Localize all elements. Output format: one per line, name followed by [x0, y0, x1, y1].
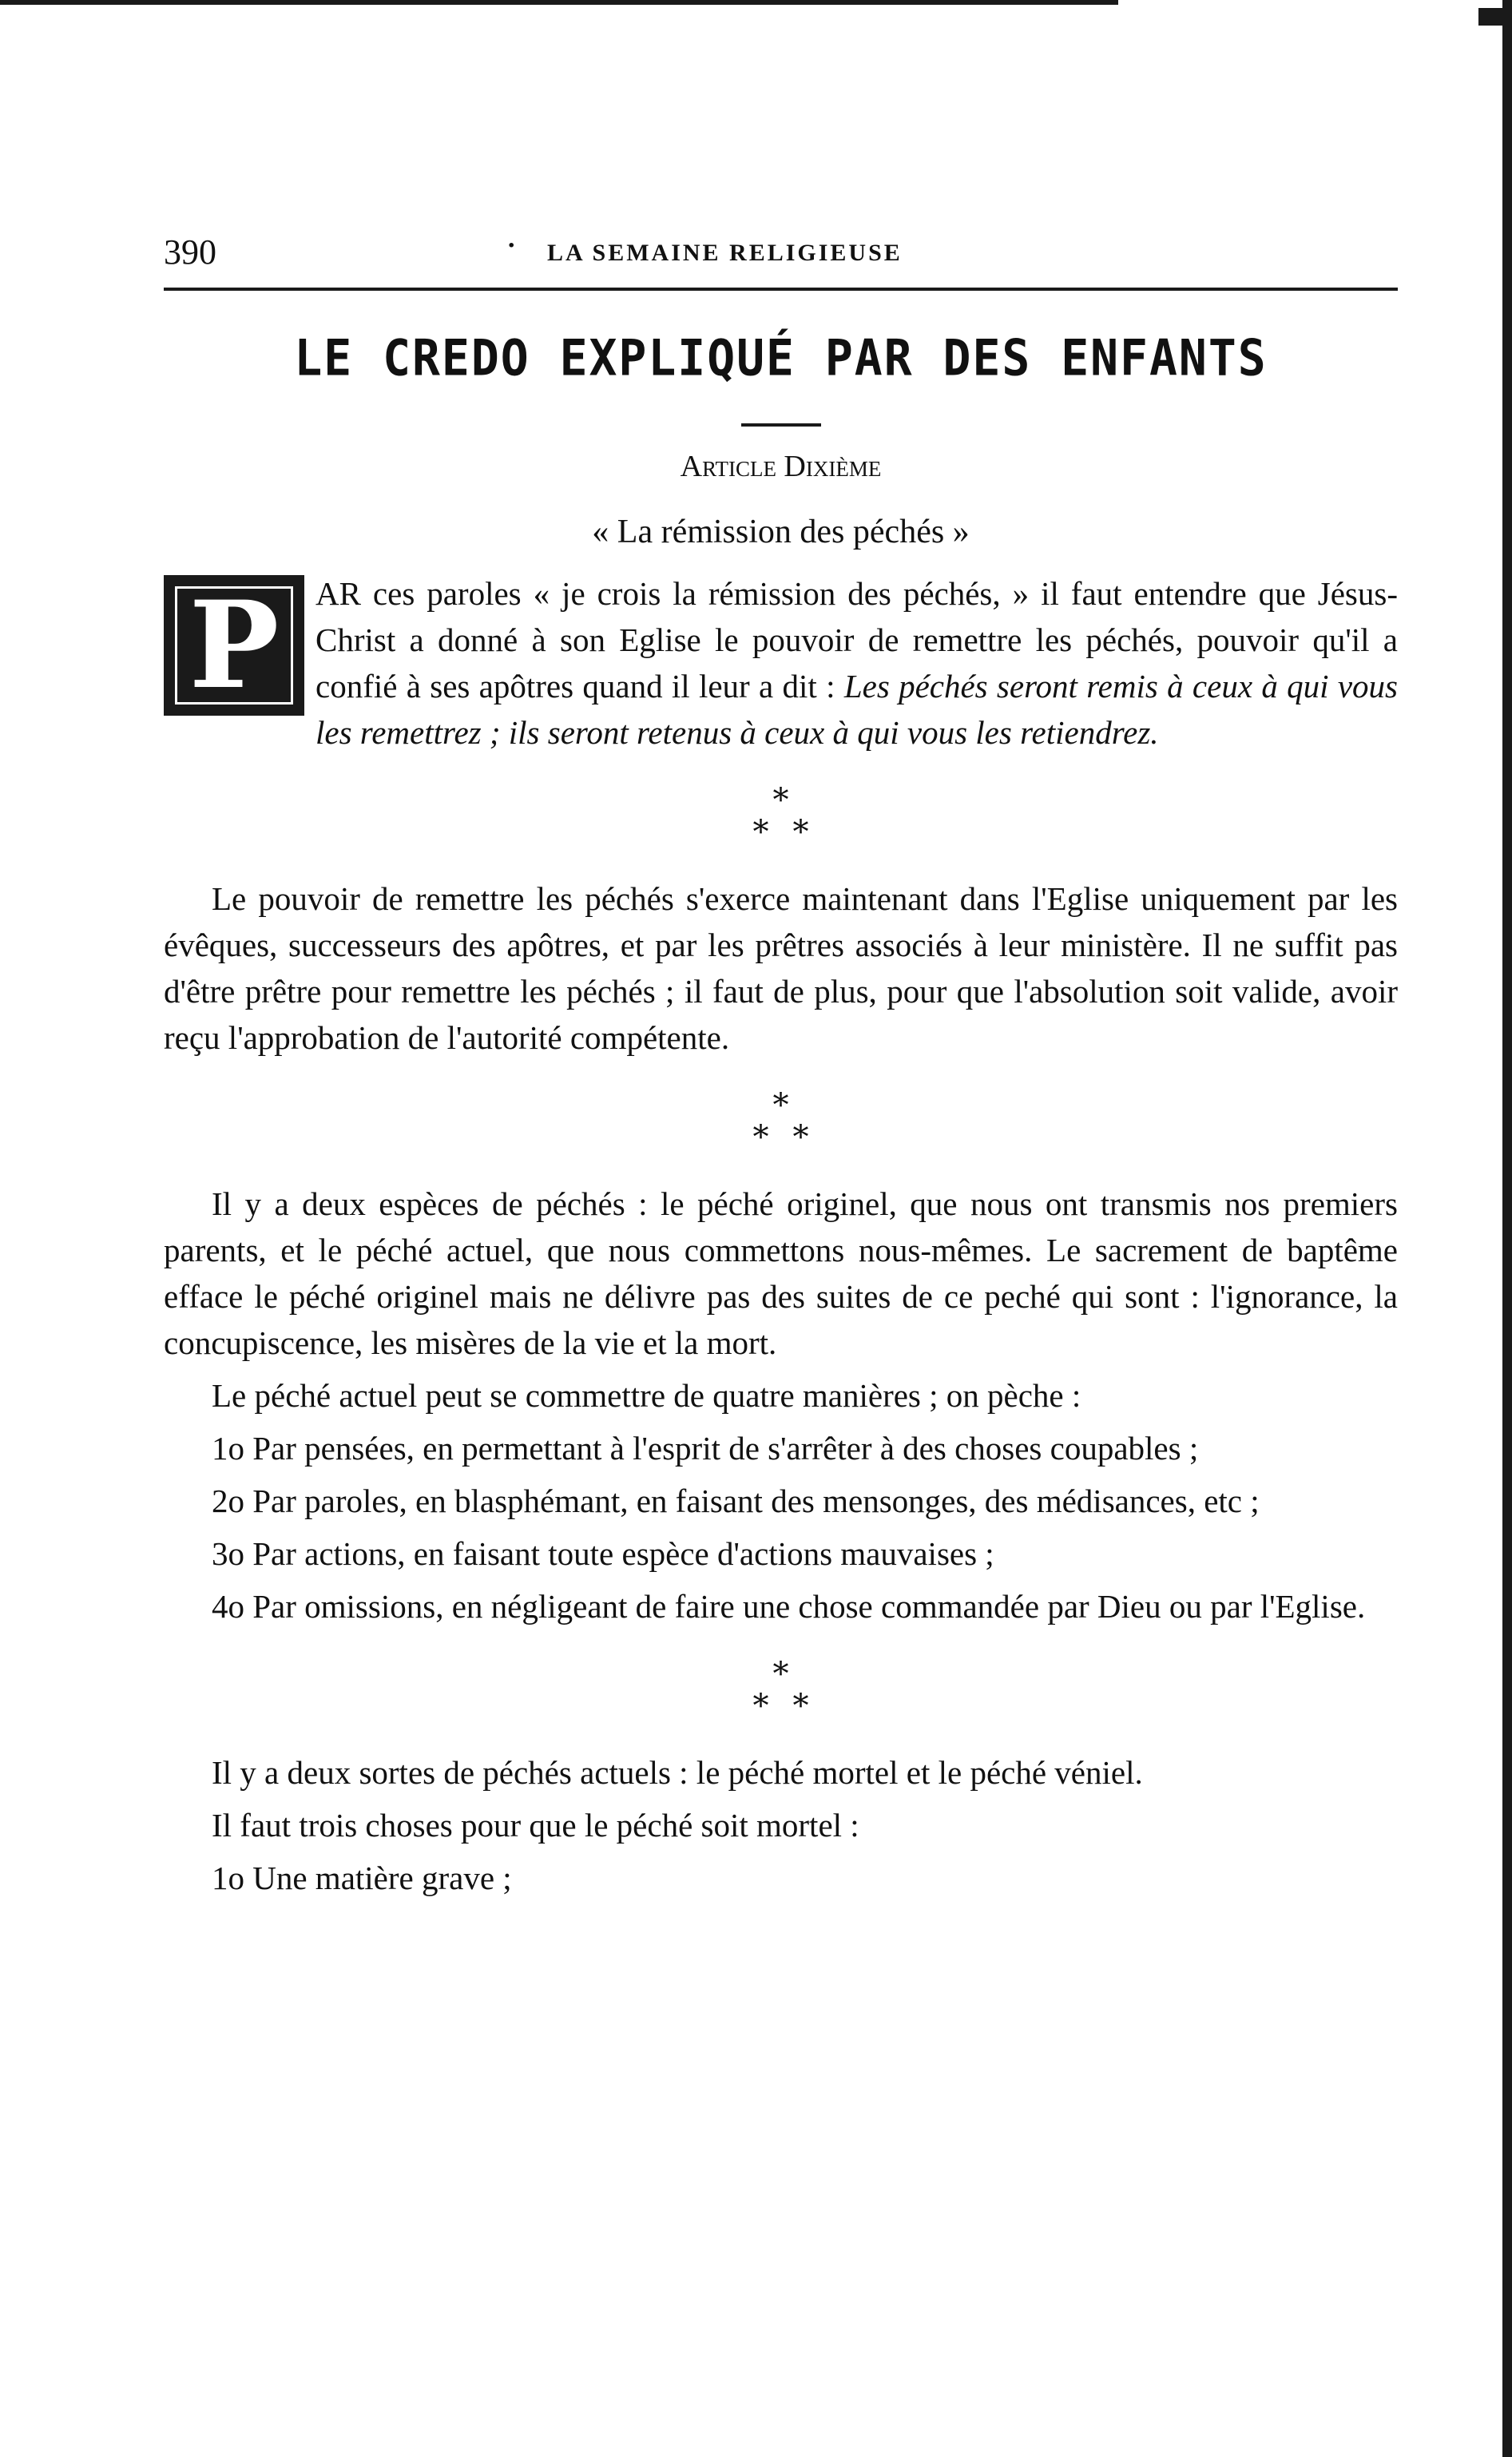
paragraph-three-conditions: Il faut trois choses pour que le péché soit mortel :: [212, 1807, 859, 1844]
way-item: 4o Par omissions, en négligeant de faire une chose commandée par Dieu ou par l'Eglise.: [212, 1588, 1366, 1625]
way-item: 2o Par paroles, en blasphémant, en faisant des mensonges, des médisances, etc ;: [212, 1483, 1260, 1519]
paragraph-sorts: Il y a deux sortes de péchés actuels : le péché mortel et le péché véniel.: [212, 1754, 1143, 1791]
ornamental-dropcap: [164, 575, 304, 716]
intro-paragraph-block: [164, 570, 1398, 756]
asterism-2: * **: [752, 1087, 833, 1156]
section-title: « La rémission des péchés »: [592, 514, 970, 550]
intro-text: AR ces paroles « je crois la rémission des péchés, » il faut entendre que Jésus-Christ a donné à son Eglise le pouvoir de remettre les péchés, pouvoir qu'il a confié à ses apôtres quand il leur a dit :: [315, 575, 1398, 705]
journal-title: LA SEMAINE RELIGIEUSE: [547, 240, 903, 266]
article-title: LE CREDO EXPLIQUÉ PAR DES ENFANTS: [294, 328, 1268, 387]
page-binding-edge: [1502, 0, 1512, 2457]
title-rule: [741, 423, 821, 427]
running-head: [164, 232, 1398, 291]
paragraph-kinds: Il y a deux espèces de péchés : le péché originel, que nous ont transmis nos premiers parents, et le péché actuel, que nous commettons nous-mêmes. Le sacrement de baptême efface le péché originel mais ne délivre pas des suites de ce peché qui sont : l'ignorance, la concupiscence, les misères de la vie et la mort.: [164, 1185, 1398, 1361]
page-number: 390: [164, 232, 216, 272]
page: [164, 232, 1398, 1901]
page-binding-notch: [1478, 8, 1502, 26]
asterism-3: * **: [752, 1656, 833, 1725]
asterism-1: * **: [752, 782, 833, 851]
paragraph-first-condition: 1o Une matière grave ;: [212, 1860, 512, 1896]
way-item: 3o Par actions, en faisant toute espèce d'actions mauvaises ;: [212, 1535, 994, 1572]
dropcap-letter: P: [175, 586, 293, 705]
article-subheading: Article Dixième: [680, 450, 882, 483]
intro-paragraph: [164, 570, 1398, 756]
top-edge-rule: [0, 0, 1118, 5]
paragraph-ways-intro: Le péché actuel peut se commettre de quatre manières ; on pèche :: [212, 1377, 1081, 1414]
intro-quote: Les péchés seront remis à ceux à qui vous les remettrez ; ils seront retenus à ceux à qui vous les retiendrez.: [315, 668, 1398, 751]
running-head-dot: ·: [507, 232, 516, 260]
way-item: 1o Par pensées, en permettant à l'esprit de s'arrêter à des choses coupables ;: [212, 1430, 1199, 1467]
paragraph-power: Le pouvoir de remettre les péchés s'exerce maintenant dans l'Eglise uniquement par les évêques, successeurs des apôtres, et par les prêtres associés à leur ministère. Il ne suffit pas d'être prêtre pour remettre les péchés ; il faut de plus, pour que l'absolution soit valide, avoir reçu l'approbation de l'autorité compétente.: [164, 880, 1398, 1056]
